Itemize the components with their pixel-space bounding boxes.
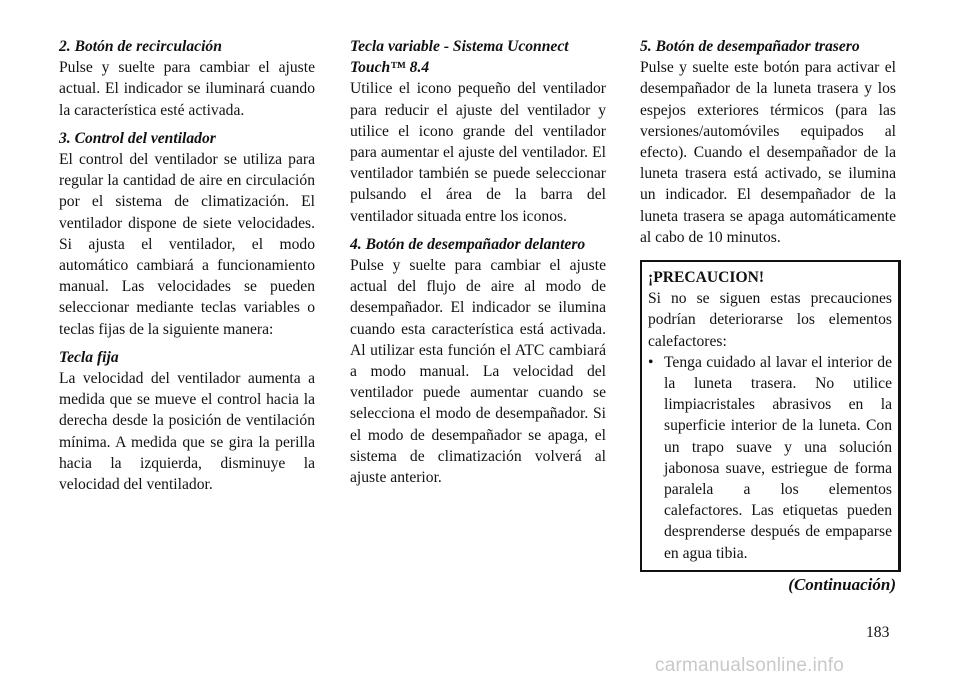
bullet-icon: • [648,353,654,371]
section-heading-rear-defrost: 5. Botón de desempañador trasero [640,38,860,55]
column-right [640,36,896,595]
warning-bullet-item [648,352,892,564]
column-middle [350,36,606,488]
section-text-fan-control: El control del ventilador se utiliza para regular la cantidad de aire en circulación por el sistema de climatización. El ventilador dispone de siete velocidades. Si ajusta el ventilador, el modo automático cambiará a funcionamiento manual. Las velocidades se pueden seleccionar mediante teclas variables o teclas fijas de la siguiente manera: [59,151,315,338]
warning-text: Si no se siguen estas precauciones podrían deteriorarse los elementos calefactores: [648,290,892,350]
warning-bullet-text: Tenga cuidado al lavar el interior de la luneta trasera. No utilice limpiacristales abrasivos en la superficie interior de la luneta. Con un trapo suave y una solución jabonosa suave, estriegue de forma paralela a los elementos calefactores. Las etiquetas pueden desprenderse después de empaparse en agua tibia. [664,353,892,562]
section-heading-front-defrost: 4. Botón de desempañador delantero [350,235,586,253]
section-heading-recirculation: 2. Botón de recirculación [59,38,222,55]
section-heading-fan-control: 3. Control del ventilador [59,129,216,147]
text-fixed-key: La velocidad del ventilador aumenta a medida que se mueve el control hacia la derecha desde la posición de ventilación mínima. A medida que se gira la perilla hacia la izquierda, disminuye la velocidad del ventilador. [59,370,315,494]
warning-title: ¡PRECAUCION! [648,269,765,287]
subheading-fixed-key: Tecla fija [59,348,119,366]
column-left [59,36,315,495]
section-text-rear-defrost: Pulse y suelte este botón para activar el desempañador de la luneta trasera y los espejos exteriores térmicos (para las versiones/automóviles equipados al efecto). Cuando el desempañador de la luneta trasera está activado, se ilumina un indicador. El desempañador de la luneta trasera se apaga automáticamente al cabo de 10 minutos. [640,59,896,246]
page-number: 183 [866,624,890,641]
warning-box [640,260,901,572]
section-text-recirculation: Pulse y suelte para cambiar el ajuste actual. El indicador se iluminará cuando la característica esté activada. [59,59,315,119]
continuation-label: (Continuación) [788,574,896,594]
text-soft-key: Utilice el icono pequeño del ventilador para reducir el ajuste del ventilador y utilice el icono grande del ventilador para aumentar el ajuste del ventilador. El ventilador también se puede seleccionar pulsando el área de la barra del ventilador situada entre los iconos. [350,80,606,225]
section-text-front-defrost: Pulse y suelte para cambiar el ajuste actual del flujo de aire al modo de desempañador. El indicador se ilumina cuando esta característica está activada. Al utilizar esta función el ATC cambiará a modo manual. La velocidad del ventilador puede aumentar cuando se selecciona el modo de desempañador. Si el modo de desempañador se apaga, el sistema de climatización volverá al ajuste anterior. [350,257,606,487]
watermark-logo: carmanualsonline.info [655,655,845,676]
subheading-soft-key: Tecla variable - Sistema Uconnect Touch™ 8.4 [350,38,569,77]
